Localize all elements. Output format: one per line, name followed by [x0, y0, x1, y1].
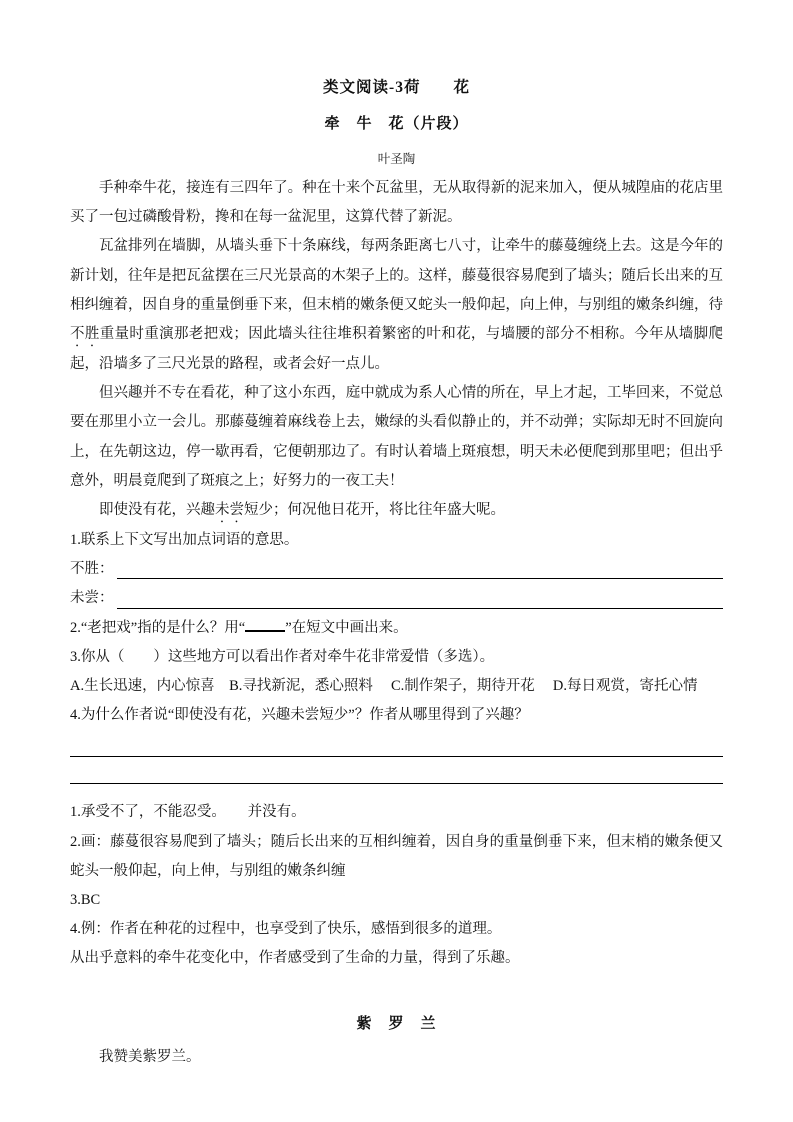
question-2 — [70, 614, 723, 643]
author-name: 叶圣陶 — [377, 152, 416, 166]
question-1: 1.联系上下文写出加点词语的意思。 — [70, 532, 299, 549]
answer-4-continued: 从出乎意料的牵牛花变化中，作者感受到了生命的力量，得到了乐趣。 — [70, 950, 520, 967]
inline-fill-blank — [245, 621, 285, 632]
answer-blank-row-weichang — [70, 584, 723, 613]
paragraph-2-text-cont: 重量时重演那老把戏；因此墙头往往堆积着繁密的叶和花，与墙腰的部分不相称。今年从墙脚爬起，沿墙多了三尺光景的路程，或者会好一点儿。 — [70, 326, 724, 373]
paragraph-2 — [70, 232, 723, 379]
question-3: 3.你从（ ）这些地方可以看出作者对牵牛花非常爱惜（多选）。 — [70, 648, 495, 665]
paragraph-4-text: 即使没有花，兴趣 — [99, 502, 215, 519]
question-2-text-cont: ”在短文中画出来。 — [285, 619, 408, 636]
question-2-text: 2.“老把戏”指的是什么？用“ — [70, 619, 246, 636]
answer-rule-line-1 — [70, 730, 723, 757]
answer-rule-line-2 — [70, 757, 723, 784]
blank-underline-busheng — [117, 555, 724, 579]
answer-4: 4.例：作者在种花的过程中，也享受到了快乐，感悟到很多的道理。 — [70, 921, 502, 938]
doc-subtitle: 牵 牛 花（片段） — [324, 116, 469, 132]
answer-key-section — [70, 798, 723, 973]
question-3-options: A.生长迅速，内心惊喜 B.寻找新泥，悉心照料 C.制作架子，期待开花 D.每日观赏，寄托心情 — [70, 678, 698, 695]
answer-blank-row-busheng — [70, 555, 723, 584]
section2-paragraph-1: 我赞美紫罗兰。 — [99, 1048, 201, 1065]
question-4: 4.为什么作者说“即使没有花，兴趣未尝短少”？作者从哪里得到了兴趣？ — [70, 707, 529, 724]
emphasized-word-busheng: 不胜 — [70, 326, 100, 343]
answer-2: 2.画：藤蔓很容易爬到了墙头；随后长出来的互相纠缠着，因自身的重量倒垂下来，但末梢的嫩条便又蛇头一般仰起，向上伸，与别组的嫩条纠缠 — [70, 833, 723, 879]
paragraph-1: 手种牵牛花，接连有三四年了。种在十来个瓦盆里，无从取得新的泥来加入，便从城隍庙的花店里买了一包过磷酸骨粉，搀和在每一盆泥里，这算代替了新泥。 — [70, 180, 723, 226]
paragraph-3: 但兴趣并不专在看花，种了这小东西，庭中就成为系人心情的所在，早上才起，工毕回来，不觉总要在那里小立一会儿。那藤蔓缠着麻线卷上去，嫩绿的头看似静止的，并不动弹；实际却无时不回旋向上，在先朝这边，停一歇再看，它便朝那边了。有时认着墙上斑痕想，明天未必便爬到那里吧；但出乎意外，明晨竟爬到了斑痕之上；好努力的一夜工夫！ — [70, 385, 723, 489]
doc-title: 类文阅读-3荷 花 — [323, 79, 470, 96]
answer-1: 1.承受不了，不能忍受。 并没有。 — [70, 804, 306, 821]
section-title-violet: 紫 罗 兰 — [356, 1015, 437, 1032]
paragraph-2-text: 瓦盆排列在墙脚，从墙头垂下十条麻线，每两条距离七八寸，让牵牛的藤蔓缠绕上去。这是今年的新计划，往年是把瓦盆摆在三尺光景高的木架子上的。这样，藤蔓很容易爬到了墙头；随后长出来的互相纠缠着，因自身的重量倒垂下来，但末梢的嫩条便又蛇头一般仰起，向上伸，与别组的嫩条纠缠，待 — [70, 238, 723, 313]
blank-label-weichang: 未尝： — [70, 590, 114, 607]
blank-underline-weichang — [117, 584, 724, 608]
answer-3: 3.BC — [70, 892, 101, 909]
emphasized-word-weichang: 未尝 — [215, 502, 244, 519]
paragraph-4-text-cont: 短少；何况他日花开，将比往年盛大呢。 — [244, 502, 505, 519]
paragraph-4 — [70, 496, 723, 526]
blank-label-busheng: 不胜： — [70, 561, 114, 578]
